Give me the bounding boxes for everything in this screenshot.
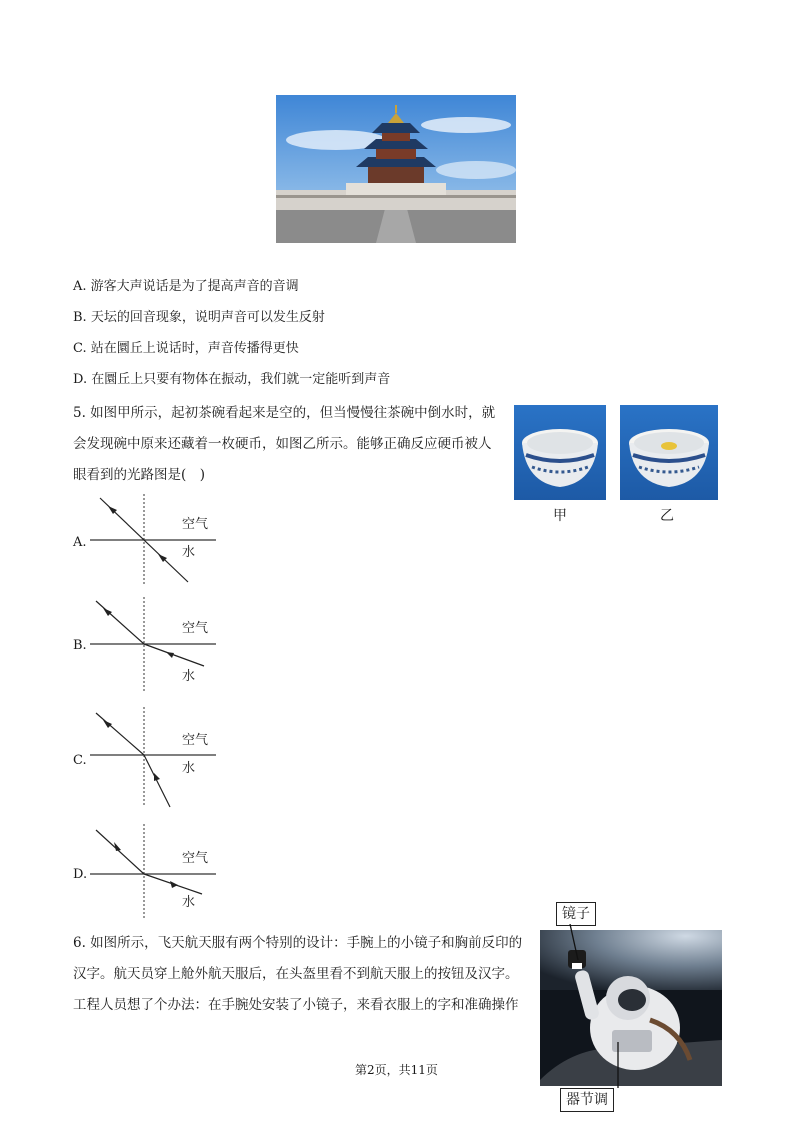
label-regulator: 器节调 [560, 1088, 614, 1112]
q4-option-a: A. 游客大声说话是为了提高声音的音调 [73, 279, 299, 294]
diagram-d-water-label: 水 [182, 895, 196, 910]
ray-diagram-a [88, 490, 218, 590]
q5-stem [73, 398, 513, 491]
q5-line-2: 会发现碗中原来还藏着一枚硬币，如图乙所示。能够正确反应硬币被人 [73, 436, 492, 452]
bowl-photo-coin [620, 405, 718, 500]
regulator-pointer-line [600, 1040, 630, 1090]
ray-diagram-d [88, 822, 218, 922]
bowl-caption-jia: 甲 [553, 508, 567, 524]
q6-stem [73, 928, 533, 1021]
ray-diagram-b [88, 595, 218, 695]
label-mirror: 镜子 [556, 902, 596, 926]
q5-line-3: 眼看到的光路图是( ) [73, 467, 206, 483]
diagram-b-air-label: 空气 [182, 621, 209, 636]
temple-of-heaven-photo [276, 95, 516, 243]
ray-diagram-c [88, 705, 218, 809]
page-footer: 第2页，共11页 [355, 1063, 438, 1077]
q4-option-b: B. 天坛的回音现象，说明声音可以发生反射 [73, 310, 325, 325]
q4-option-c: C. 站在圜丘上说话时，声音传播得更快 [73, 341, 299, 356]
diagram-b-water-label: 水 [182, 669, 196, 684]
bowl-caption-yi: 乙 [660, 508, 674, 524]
q4-option-d: D. 在圜丘上只要有物体在振动，我们就一定能听到声音 [73, 372, 391, 387]
diagram-a-air-label: 空气 [182, 517, 209, 532]
q5-line-1: 5. 如图甲所示，起初茶碗看起来是空的，但当慢慢往茶碗中倒水时，就 [73, 405, 496, 421]
diagram-a-water-label: 水 [182, 545, 196, 560]
diagram-d-air-label: 空气 [182, 851, 209, 866]
q5-option-b-label: B. [73, 638, 87, 653]
q6-line-3: 工程人员想了个办法：在手腕处安装了小镜子，来看衣服上的字和准确操作 [73, 997, 519, 1013]
mirror-pointer-line [560, 924, 590, 964]
diagram-c-water-label: 水 [182, 761, 196, 776]
diagram-c-air-label: 空气 [182, 733, 209, 748]
q5-option-a-label: A. [73, 535, 87, 550]
q6-line-2: 汉字。航天员穿上舱外航天服后，在头盔里看不到航天服上的按钮及汉字。 [73, 966, 519, 982]
q6-line-1: 6. 如图所示，飞天航天服有两个特别的设计：手腕上的小镜子和胸前反印的 [73, 935, 523, 951]
q5-option-d-label: D. [73, 867, 88, 882]
q5-option-c-label: C. [73, 753, 87, 768]
bowl-photo-empty [514, 405, 606, 500]
